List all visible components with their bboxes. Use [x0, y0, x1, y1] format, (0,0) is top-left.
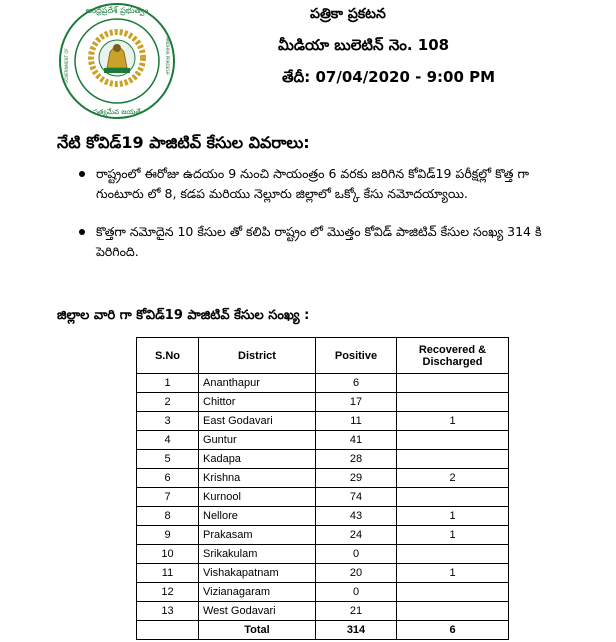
cell-district: Ananthapur [199, 374, 316, 393]
cell-recovered [397, 431, 509, 450]
cell-recovered [397, 545, 509, 564]
cell-district: Vizianagaram [199, 583, 316, 602]
cell-positive: 43 [316, 507, 397, 526]
cell-district: Guntur [199, 431, 316, 450]
table-title: జిల్లాల వారి గా కోవిడ్19 పాజిటివ్ కేసుల సంఖ్య : [57, 308, 310, 323]
emblem-top-text: ఆంధ్రప్రదేశ్ ప్రభుత్వం [85, 6, 149, 15]
cell-sno: 8 [137, 507, 199, 526]
cell-sno: 6 [137, 469, 199, 488]
cell-recovered: 1 [397, 526, 509, 545]
cell-sno: 3 [137, 412, 199, 431]
cell-sno: 12 [137, 583, 199, 602]
cell-positive: 314 [316, 621, 397, 640]
bullet-dot-icon [79, 171, 85, 177]
section-title: నేటి కోవిడ్19 పాజిటివ్ కేసుల వివరాలు: [57, 133, 310, 152]
cell-positive: 0 [316, 583, 397, 602]
cell-positive: 0 [316, 545, 397, 564]
bullet-text: కొత్తగా నమోదైన 10 కేసుల తో కలిపి రాష్ట్రం లో మొత్తం కోవిడ్ పాజిటివ్ కేసుల సంఖ్య 314 కి పెరిగింది. [96, 224, 542, 259]
bullet-item [76, 222, 616, 262]
table-header-row [137, 338, 509, 374]
cell-recovered [397, 602, 509, 621]
table-row [137, 564, 509, 583]
cell-recovered [397, 488, 509, 507]
cell-positive: 24 [316, 526, 397, 545]
cell-recovered: 2 [397, 469, 509, 488]
header-sno: S.No [137, 338, 199, 374]
press-release-heading: పత్రికా ప్రకటన [310, 6, 386, 22]
cell-sno: 1 [137, 374, 199, 393]
cell-district: Nellore [199, 507, 316, 526]
cell-district: Vishakapatnam [199, 564, 316, 583]
cell-positive: 20 [316, 564, 397, 583]
table-row [137, 469, 509, 488]
cell-sno: 7 [137, 488, 199, 507]
cell-sno [137, 621, 199, 640]
cell-positive: 74 [316, 488, 397, 507]
bullet-item [76, 164, 616, 204]
cell-recovered: 1 [397, 564, 509, 583]
cell-sno: 13 [137, 602, 199, 621]
cell-recovered: 1 [397, 507, 509, 526]
cell-district: Kadapa [199, 450, 316, 469]
cell-sno: 4 [137, 431, 199, 450]
emblem-bottom-text: సత్యమేవ జయతే [93, 108, 141, 116]
cell-positive: 11 [316, 412, 397, 431]
cell-recovered [397, 374, 509, 393]
table-row [137, 393, 509, 412]
district-cases-table [136, 337, 509, 640]
cell-sno: 10 [137, 545, 199, 564]
cell-positive: 21 [316, 602, 397, 621]
emblem-right-text: ANDHRA PRADESH [165, 37, 170, 75]
bulletin-date: తేదీ: 07/04/2020 - 9:00 PM [282, 68, 496, 86]
cell-sno: 11 [137, 564, 199, 583]
cell-district: Kurnool [199, 488, 316, 507]
cell-positive: 41 [316, 431, 397, 450]
table-row [137, 488, 509, 507]
bulletin-number: మీడియా బులెటిన్ నెం. 108 [278, 36, 450, 54]
table-row [137, 583, 509, 602]
cell-recovered [397, 393, 509, 412]
header-district: District [199, 338, 316, 374]
cell-district: Prakasam [199, 526, 316, 545]
bullet-text: రాష్ట్రంలో ఈరోజు ఉదయం 9 నుంచి సాయంత్రం 6 వరకు జరిగిన కోవిడ్19 పరీక్షల్లో కొత్త గా గుంటూరు లో 8, కడప మరియు నెల్లూరు జిల్లాలో ఒక్కో కేసు నమోదయ్యాయి. [96, 166, 529, 201]
cell-recovered [397, 583, 509, 602]
table-row [137, 507, 509, 526]
cell-district: Srikakulam [199, 545, 316, 564]
cell-positive: 17 [316, 393, 397, 412]
table-row [137, 374, 509, 393]
bullet-list [76, 164, 616, 280]
header-recovered: Recovered & Discharged [397, 338, 509, 374]
table-row [137, 526, 509, 545]
cell-positive: 6 [316, 374, 397, 393]
cell-sno: 9 [137, 526, 199, 545]
bullet-dot-icon [79, 229, 85, 235]
table-row [137, 450, 509, 469]
cell-district: Chittor [199, 393, 316, 412]
table-row [137, 431, 509, 450]
cell-district: Krishna [199, 469, 316, 488]
cell-district: Total [199, 621, 316, 640]
cell-district: West Godavari [199, 602, 316, 621]
cell-positive: 29 [316, 469, 397, 488]
cell-recovered [397, 450, 509, 469]
table-row [137, 545, 509, 564]
state-emblem [58, 2, 176, 120]
table-row [137, 412, 509, 431]
cell-recovered: 1 [397, 412, 509, 431]
cell-district: East Godavari [199, 412, 316, 431]
cell-positive: 28 [316, 450, 397, 469]
header-positive: Positive [316, 338, 397, 374]
emblem-left-text: GOVERNMENT OF [64, 48, 69, 84]
table-row [137, 602, 509, 621]
cell-recovered: 6 [397, 621, 509, 640]
cell-sno: 5 [137, 450, 199, 469]
table-total-row [137, 621, 509, 640]
cell-sno: 2 [137, 393, 199, 412]
